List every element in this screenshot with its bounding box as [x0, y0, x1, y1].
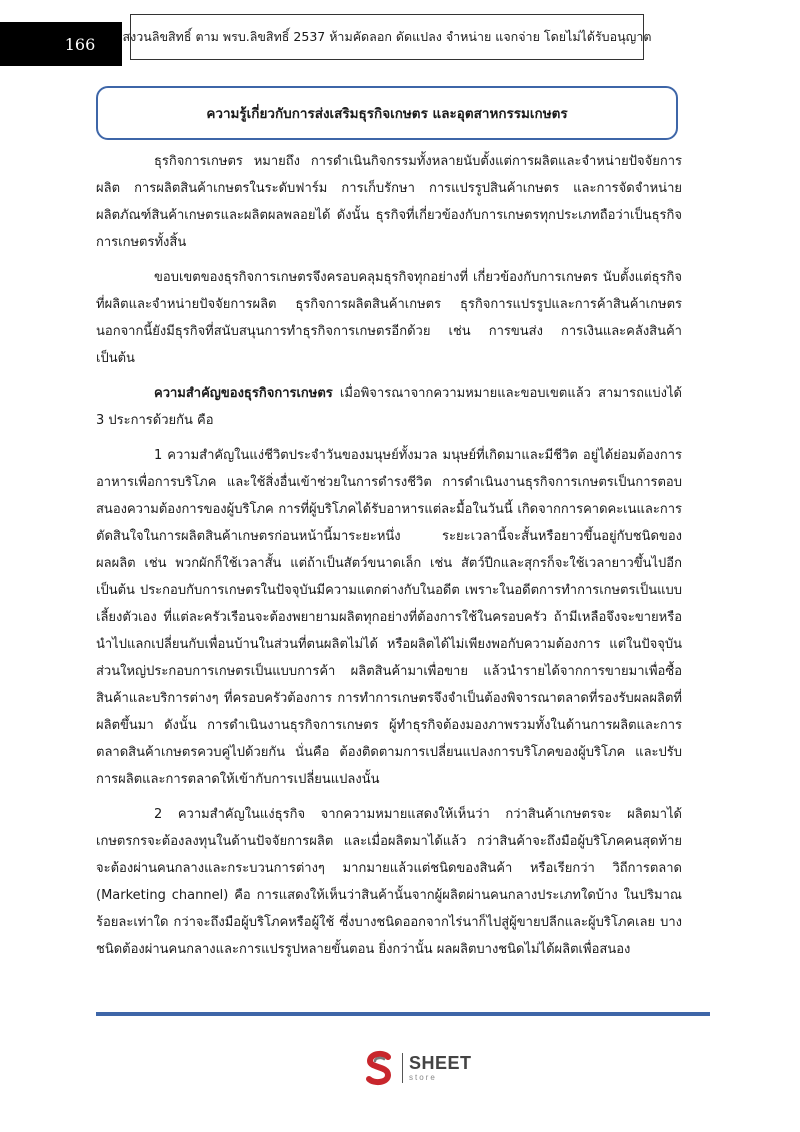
body-text [96, 148, 682, 971]
logo-wordmark [409, 1054, 472, 1082]
logo-subtext: store [409, 1073, 437, 1082]
paragraph-importance-business: 2 ความสำคัญในแง่ธุรกิจ จากความหมายแสดงให้เห็นว่า กว่าสินค้าเกษตรจะ ผลิตมาได้เกษตรกรจะต้องลงทุนในด้านปัจจัยการผลิต และเมื่อผลิตมาได้แล้ว กว่าสินค้าจะถึงมือผู้บริโภคคนสุดท้ายจะต้องผ่านคนกลางและกระบวนการต่างๆ มากมายแล้วแต่ชนิดของสินค้า หรือเรียกว่า วิถีการตลาด (Marketing channel) คือ การแสดงให้เห็นว่าสินค้านั้นจากผู้ผลิตผ่านคนกลางประเภทใดบ้าง ในปริมาณร้อยละเท่าใด กว่าจะถึงมือผู้บริโภคหรือผู้ใช้ ซึ่งบางชนิดออกจากไร่นาก็ไปสู่ผู้ขายปลีกและผู้บริโภคเลย บางชนิดต้องผ่านคนกลางและการแปรรูปหลายขั้นตอน ยิ่งกว่านั้น ผลผลิตบางชนิดไม่ได้ผลิตเพื่อสนอง [96, 807, 682, 957]
sheet-store-s-icon [362, 1050, 396, 1086]
importance-heading: ความสำคัญของธุรกิจการเกษตร [154, 386, 333, 401]
paragraph-scope: ขอบเขตของธุรกิจการเกษตรจึงครอบคลุมธุรกิจทุกอย่างที่ เกี่ยวข้องกับการเกษตร นับตั้งแต่ธุรกิจที่ผลิตและจำหน่ายปัจจัยการผลิต ธุรกิจการผลิตสินค้าเกษตร ธุรกิจการแปรรูปและการค้าสินค้าเกษตร นอกจากนี้ยังมีธุรกิจที่สนับสนุนการทำธุรกิจการเกษตรอีกด้วย เช่น การขนส่ง การเงินและคลังสินค้า เป็นต้น [96, 270, 682, 366]
paragraph-importance-daily-life: 1 ความสำคัญในแง่ชีวิตประจำวันของมนุษย์ทั้งมวล มนุษย์ที่เกิดมาและมีชีวิต อยู่ได้ย่อมต้องการอาหารเพื่อการบริโภค และใช้สิ่งอื่นเข้าช่วยในการดำรงชีวิต การดำเนินงานธุรกิจการเกษตรเป็นการตอบสนองความต้องการของผู้บริโภค การที่ผู้บริโภคได้รับอาหารแต่ละมื้อในวันนี้ เกิดจากการคาดคะเนและการตัดสินใจในการผลิตสินค้าเกษตรก่อนหน้านี้มาระยะหนึ่ง ระยะเวลานี้จะสั้นหรือยาวขึ้นอยู่กับชนิดของผลผลิต เช่น พวกผักก็ใช้เวลาสั้น แต่ถ้าเป็นสัตว์ขนาดเล็ก เช่น สัตว์ปีกและสุกรก็จะใช้เวลายาวขึ้นไปอีก เป็นต้น ประกอบกับการเกษตรในปัจจุบันมีความแตกต่างกับในอดีต เพราะในอดีตการทำการเกษตรเป็นแบบเลี้ยงตัวเอง ที่แต่ละครัวเรือนจะต้องพยายามผลิตทุกอย่างที่ต้องการใช้ในครอบครัว ถ้ามีเหลือจึงจะขายหรือนำไปแลกเปลี่ยนกับเพื่อนบ้านในส่วนที่ตนผลิตไม่ได้ หรือผลิตได้ไม่เพียงพอกับความต้องการ แต่ในปัจจุบัน ส่วนใหญ่ประกอบการเกษตรเป็นแบบการค้า ผลิตสินค้ามาเพื่อขาย แล้วนำรายได้จากการขายมาเพื่อซื้อสินค้าและบริการต่างๆ ที่ครอบครัวต้องการ การทำการเกษตรจึงจำเป็นต้องพิจารณาตลาดที่รองรับผลผลิตที่ผลิตขึ้นมา ดังนั้น การดำเนินงานธุรกิจการเกษตร ผู้ทำธุรกิจต้องมองภาพรวมทั้งในด้านการผลิตและการตลาดสินค้าเกษตรควบคู่ไปด้วยกัน นั่นคือ ต้องติดตามการเปลี่ยนแปลงการบริโภคของผู้บริโภค และปรับการผลิตและการตลาดให้เข้ากับการเปลี่ยนแปลงนั้น [96, 448, 682, 787]
logo-separator [402, 1053, 403, 1083]
page-title: ความรู้เกี่ยวกับการส่งเสริมธุรกิจเกษตร และอุตสาหกรรมเกษตร [96, 86, 678, 140]
footer-rule [96, 1012, 710, 1016]
importance-intro-text: เมื่อพิจารณาจากความหมายและขอบเขตแล้ว สามารถแบ่งได้ 3 ประการด้วยกัน คือ [96, 386, 682, 428]
page-number: 166 [0, 22, 122, 66]
logo-text: SHEET [409, 1053, 472, 1073]
copyright-header: สงวนลิขสิทธิ์ ตาม พรบ.ลิขสิทธิ์ 2537 ห้ามคัดลอก ดัดแปลง จำหน่าย แจกจ่าย โดยไม่ได้รับอนุญาต [130, 14, 644, 60]
sheet-store-logo [362, 1048, 472, 1088]
paragraph-importance-intro [96, 380, 682, 434]
paragraph-definition: ธุรกิจการเกษตร หมายถึง การดำเนินกิจกรรมทั้งหลายนับตั้งแต่การผลิตและจำหน่ายปัจจัยการผลิต การผลิตสินค้าเกษตรในระดับฟาร์ม การเก็บรักษา การแปรรูปสินค้าเกษตร และการจัดจำหน่ายผลิตภัณฑ์สินค้าเกษตรและผลิตผลพลอยได้ ดังนั้น ธุรกิจที่เกี่ยวข้องกับการเกษตรทุกประเภทถือว่าเป็นธุรกิจการเกษตรทั้งสิ้น [96, 154, 682, 250]
